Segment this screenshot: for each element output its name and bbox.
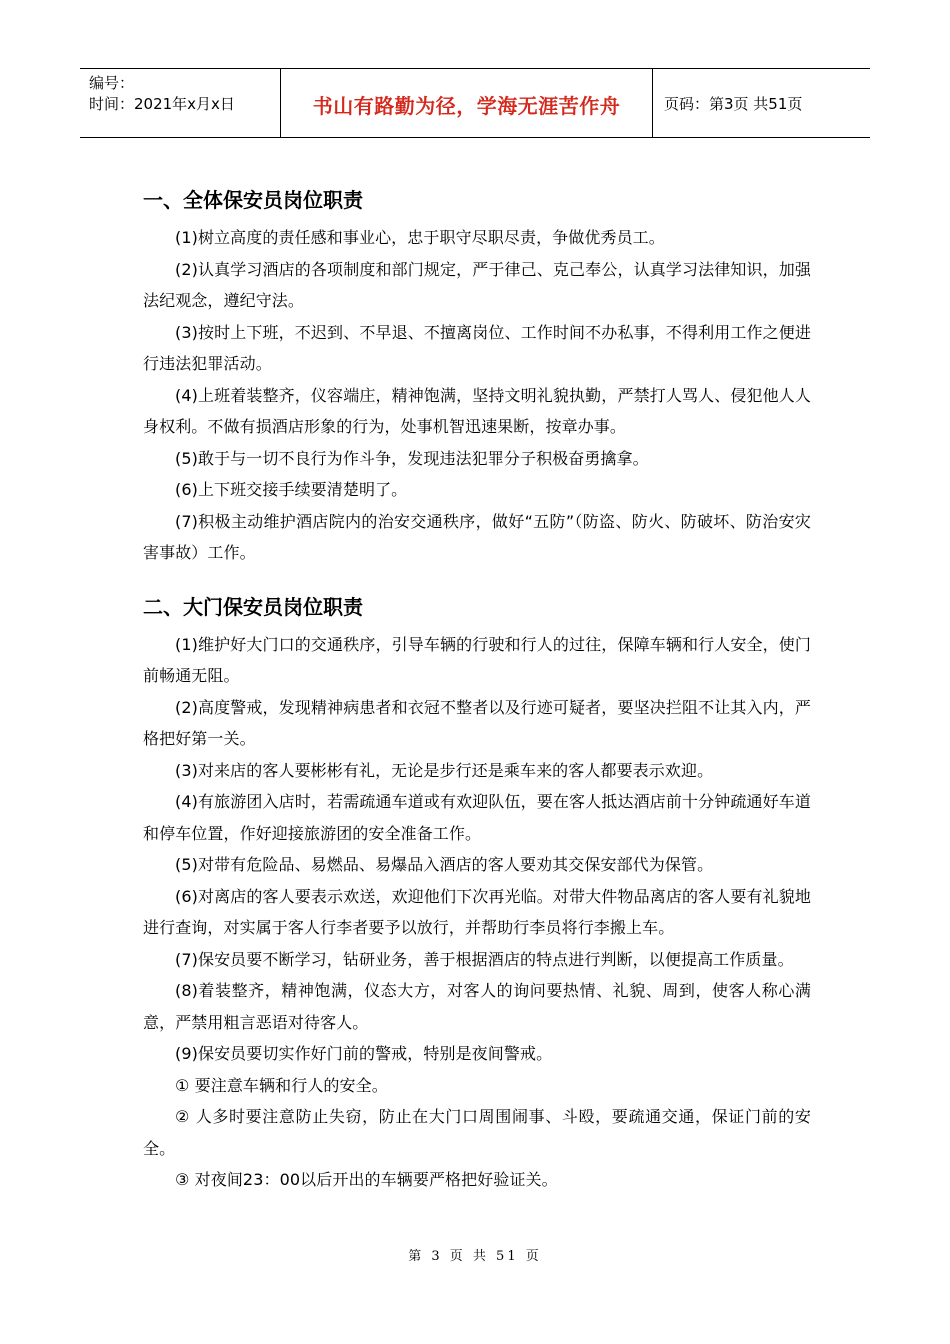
duty-item: (1)树立高度的责任感和事业心，忠于职守尽职尽责，争做优秀员工。: [175, 228, 665, 247]
duty-item: (1)维护好大门口的交通秩序，引导车辆的行驶和行人的过往，保障车辆和行人安全，使门前畅通无阻。: [143, 634, 811, 685]
duty-item: (5)敢于与一切不良行为作斗争，发现违法犯罪分子积极奋勇擒拿。: [175, 448, 649, 468]
header-meta: [80, 69, 280, 137]
duty-item: (7)积极主动维护酒店院内的治安交通秩序，做好“五防”（防盗、防火、防破坏、防治安灾害事故）工作。: [143, 511, 811, 562]
duty-item: (6)对离店的客人要表示欢送，欢迎他们下次再光临。对带大件物品离店的客人要有礼貌地进行查询，对实属于客人行李者要予以放行，并帮助行李员将行李搬上车。: [143, 886, 811, 937]
header-motto: 书山有路勤为径，学海无涯苦作舟: [312, 93, 621, 118]
duty-subitem: ① 要注意车辆和行人的安全。: [175, 1075, 388, 1095]
duty-subitem: ③ 对夜间23：00以后开出的车辆要严格把好验证关。: [175, 1170, 558, 1189]
duty-item: (9)保安员要切实作好门前的警戒，特别是夜间警戒。: [175, 1044, 553, 1063]
duty-item: (8)着装整齐，精神饱满，仪态大方，对客人的询问要热情、礼貌、周到，使客人称心满意，严禁用粗言恶语对待客人。: [143, 981, 811, 1032]
header-page-cell: [653, 69, 870, 137]
document-body: [143, 186, 811, 1196]
duty-item: (4)上班着装整齐，仪容端庄，精神饱满，坚持文明礼貌执勤，严禁打人骂人、侵犯他人人身权利。不做有损酒店形象的行为，处事机智迅速果断，按章办事。: [143, 385, 811, 436]
duty-item: (2)高度警戒，发现精神病患者和衣冠不整者以及行迹可疑者，要坚决拦阻不让其入内，严格把好第一关。: [143, 697, 811, 748]
duty-item: (4)有旅游团入店时，若需疏通车道或有欢迎队伍，要在客人抵达酒店前十分钟疏通好车道和停车位置，作好迎接旅游团的安全准备工作。: [143, 792, 811, 843]
duty-item: (6)上下班交接手续要清楚明了。: [175, 480, 408, 499]
header-motto-cell: [280, 69, 653, 137]
duty-item: (3)按时上下班，不迟到、不早退、不擅离岗位、工作时间不办私事，不得利用工作之便进行违法犯罪活动。: [143, 322, 811, 373]
section-title: 二、大门保安员岗位职责: [143, 594, 363, 619]
duty-subitem: ② 人多时要注意防止失窃，防止在大门口周围闹事、斗殴，要疏通交通，保证门前的安全。: [143, 1107, 811, 1158]
document-number-label: 编号：: [89, 74, 135, 92]
duty-item: (5)对带有危险品、易燃品、易爆品入酒店的客人要劝其交保安部代为保管。: [175, 855, 714, 874]
page-footer: 第 3 页 共 51 页: [408, 1249, 542, 1264]
document-header: [80, 68, 870, 138]
duty-item: (2)认真学习酒店的各项制度和部门规定，严于律己、克己奉公，认真学习法律知识，加强法纪观念，遵纪守法。: [143, 259, 811, 310]
duty-item: (3)对来店的客人要彬彬有礼，无论是步行还是乘车来的客人都要表示欢迎。: [175, 760, 714, 780]
document-date: 时间：2021年x月x日: [89, 95, 235, 113]
header-page-info: 页码：第3页 共51页: [664, 94, 803, 113]
duty-item: (7)保安员要不断学习，钻研业务，善于根据酒店的特点进行判断，以便提高工作质量。: [175, 949, 794, 969]
section-title: 一、全体保安员岗位职责: [143, 188, 363, 212]
